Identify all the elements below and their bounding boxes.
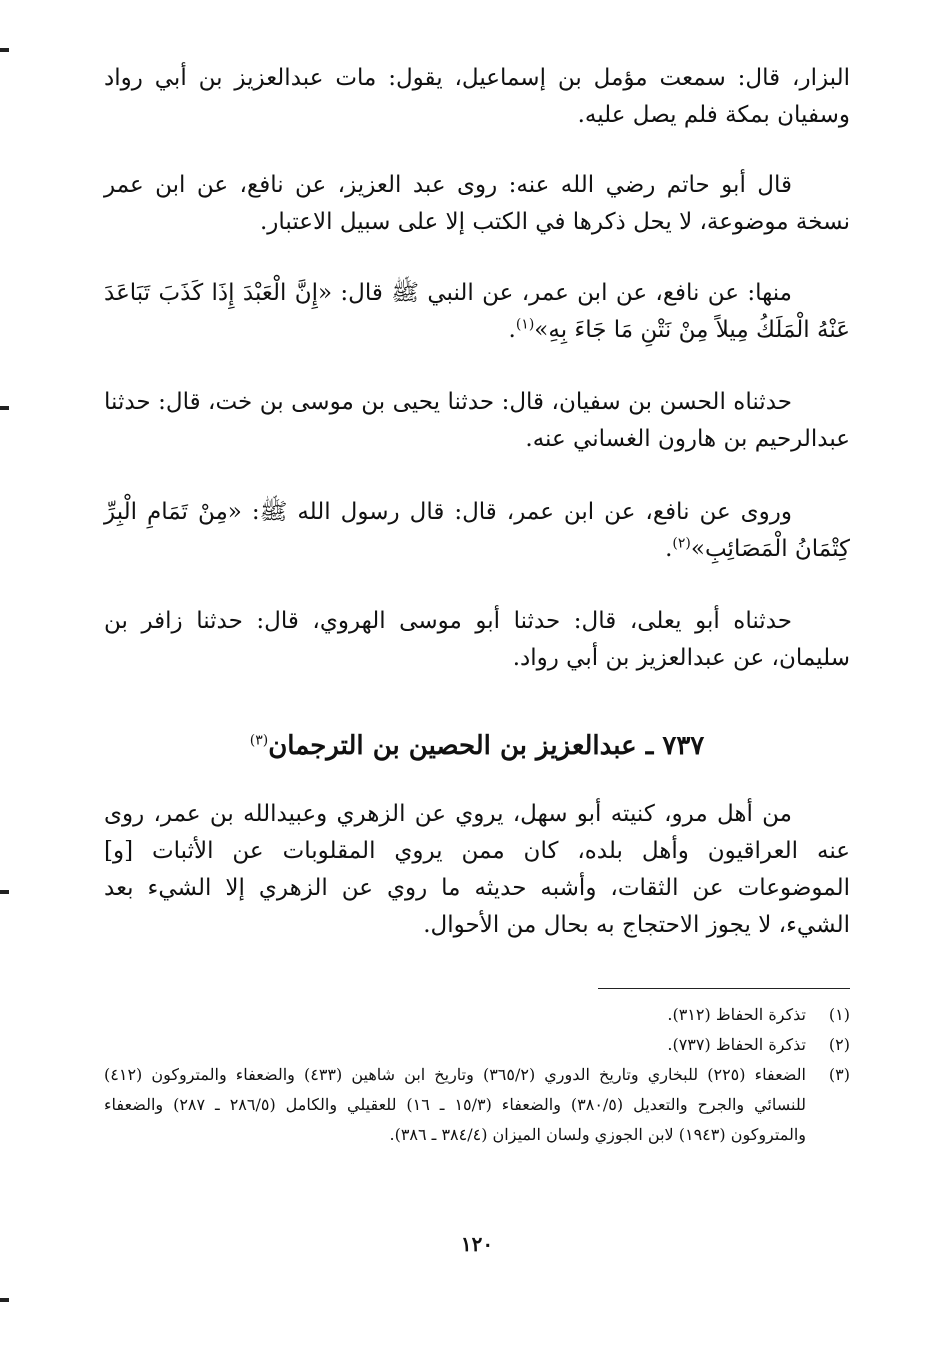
edge-mark	[0, 1298, 9, 1302]
page-number: ١٢٠	[460, 1232, 494, 1256]
footnote-text: الضعفاء (٢٢٥) للبخاري وتاريخ الدوري (٣٦٥/٢) وتاريخ ابن شاهين (٤٣٣) والضعفاء والمتروكون (٤١٢) للنسائي والجرح والتعديل (٣٨٠/٥) والضعفاء (١٥/٣ ـ ١٦) للعقيلي والكامل (٢٨٦/٥ ـ ٢٨٧) والضعفاء والمتروكون (١٩٤٣) لابن الجوزي ولسان الميزان (٣٨٤/٤ ـ ٣٨٦).	[104, 1065, 806, 1144]
paragraph-5: وروى عن نافع، عن ابن عمر، قال: قال رسول الله ﷺ: «مِنْ تَمَامِ الْبِرِّ كِتْمَانُ الْمَصَائِبِ»$^{(٢)}$.	[104, 499, 850, 562]
footnote-number: (٣)	[828, 1065, 850, 1084]
footnote-number: (٢)	[828, 1035, 850, 1054]
footnote-number: (١)	[828, 1005, 850, 1024]
footnote-ref-3[interactable]: (٣)	[249, 732, 269, 749]
footnote-divider	[598, 988, 850, 989]
footnote-text: تذكرة الحفاظ (٣١٢).	[667, 1005, 806, 1024]
edge-mark	[0, 406, 9, 410]
footnote-3	[104, 1060, 850, 1150]
entry-paragraph: من أهل مرو، كنيته أبو سهل، يروي عن الزهري وعبيدالله بن عمر، روى عنه العراقيون وأهل بلده، كان ممن يروي المقلوبات عن الأثبات [و] الموضوعات عن الثقات، وأشبه حديثه ما روي عن الزهري إلا الشيء بعد الشيء، لا يجوز الاحتجاج به بحال من الأحوال.	[104, 801, 850, 938]
paragraph-6: حدثناه أبو يعلى، قال: حدثنا أبو موسى الهروي، قال: حدثنا زافر بن سليمان، عن عبدالعزيز بن أبي رواد.	[104, 608, 850, 671]
edge-mark	[0, 890, 9, 894]
edge-mark	[0, 48, 9, 52]
footnote-2	[104, 1030, 850, 1060]
paragraph-1: البزار، قال: سمعت مؤمل بن إسماعيل، يقول: مات عبدالعزيز بن أبي رواد وسفيان بمكة فلم يصل عليه.	[104, 65, 850, 128]
paragraph-2: قال أبو حاتم رضي الله عنه: روى عبد العزيز، عن نافع، عن ابن عمر نسخة موضوعة، لا يحل ذكرها في الكتب إلا على سبيل الاعتبار.	[104, 172, 850, 235]
paragraph-3: منها: عن نافع، عن ابن عمر، عن النبي ﷺ قال: «إِنَّ الْعَبْدَ إِذَا كَذَبَ تَبَاعَدَ عَنْهُ الْمَلَكُ مِيلاً مِنْ نَتْنِ مَا جَاءَ بِهِ»$^{(١)}$.	[104, 280, 850, 343]
footnotes	[104, 1000, 850, 1150]
entry-heading: ٧٣٧ ـ عبدالعزيز بن الحصين بن الترجمان$^{(٣)}$	[249, 731, 705, 761]
footnote-text: تذكرة الحفاظ (٧٣٧).	[667, 1035, 806, 1054]
footnote-1	[104, 1000, 850, 1030]
paragraph-4: حدثناه الحسن بن سفيان، قال: حدثنا يحيى بن موسى بن خت، قال: حدثنا عبدالرحيم بن هارون الغساني عنه.	[104, 389, 850, 452]
footnote-ref-2[interactable]: (٢)	[672, 535, 691, 552]
footnote-ref-1[interactable]: (١)	[515, 316, 535, 333]
